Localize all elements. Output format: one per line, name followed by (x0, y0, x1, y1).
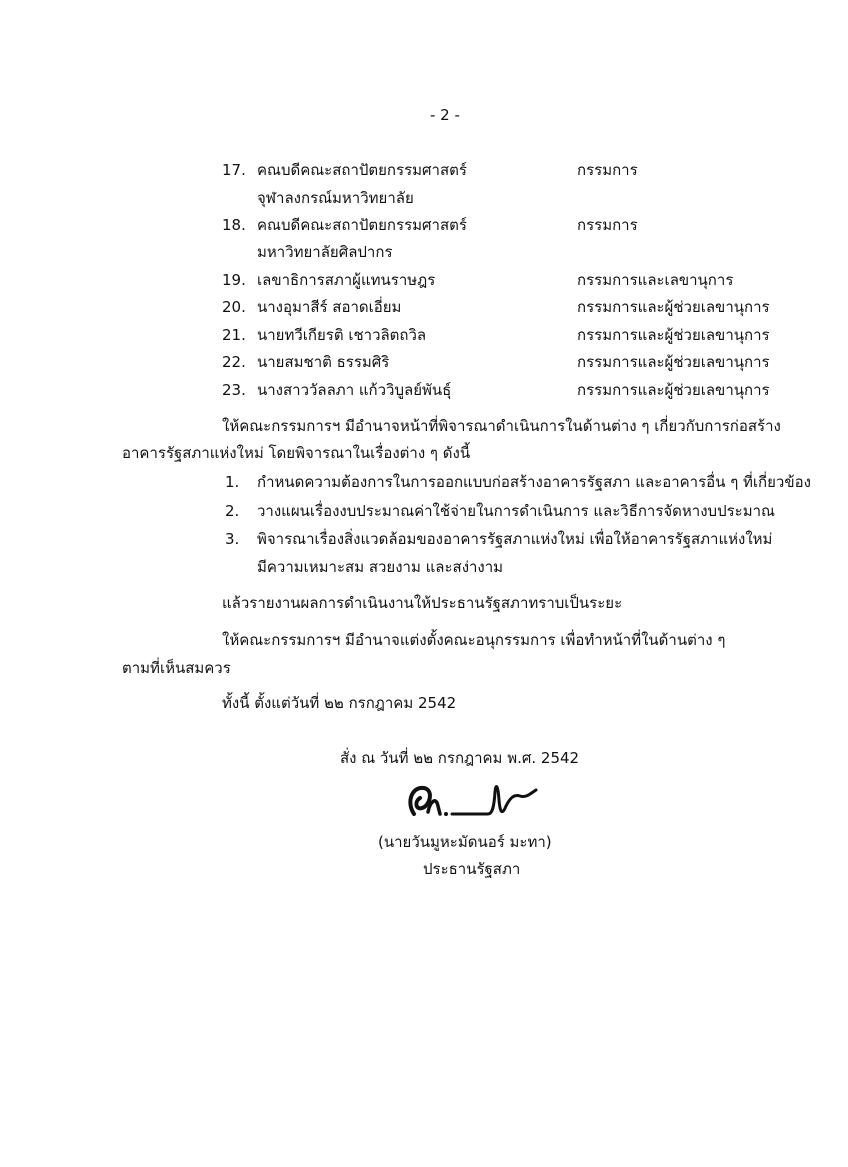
signer-title: ประธานรัฐสภา (423, 860, 521, 878)
member-number: 17. (222, 161, 246, 179)
member-number: 22. (222, 353, 246, 371)
report-paragraph: แล้วรายงานผลการดำเนินงานให้ประธานรัฐสภาทราบเป็นระยะ (222, 594, 623, 612)
member-number: 21. (222, 326, 246, 344)
member-role: กรรมการและผู้ช่วยเลขานุการ (577, 381, 770, 399)
member-role: กรรมการและผู้ช่วยเลขานุการ (577, 353, 770, 371)
duty-text: พิจารณาเรื่องสิ่งแวดล้อมของอาคารรัฐสภาแห่งใหม่ เพื่อให้อาคารรัฐสภาแห่งใหม่ (257, 530, 773, 548)
duty-number: 2. (225, 502, 240, 520)
order-date: สั่ง ณ วันที่ ๒๒ กรกฎาคม พ.ศ. 2542 (340, 749, 580, 767)
member-role: กรรมการ (577, 161, 638, 179)
signer-name: (นายวันมูหะมัดนอร์ มะทา) (378, 833, 552, 851)
member-number: 20. (222, 298, 246, 316)
subcommittee-paragraph: ให้คณะกรรมการฯ มีอำนาจแต่งตั้งคณะอนุกรรมการ เพื่อทำหน้าที่ในด้านต่าง ๆ (222, 631, 726, 649)
duty-text: วางแผนเรื่องงบประมาณค่าใช้จ่ายในการดำเนินการ และวิธีการจัดหางบประมาณ (257, 502, 775, 520)
member-name: นายสมชาติ ธรรมศิริ (257, 353, 390, 371)
member-name: นางอุมาสีร์ สอาดเอี่ยม (257, 298, 402, 316)
effective-date: ทั้งนี้ ตั้งแต่วันที่ ๒๒ กรกฎาคม 2542 (222, 694, 457, 712)
member-number: 23. (222, 381, 246, 399)
signature (400, 772, 545, 832)
member-name: นางสาววัลลภา แก้ววิบูลย์พันธุ์ (257, 381, 452, 399)
member-number: 19. (222, 271, 246, 289)
member-number: 18. (222, 216, 246, 234)
duties-intro: ให้คณะกรรมการฯ มีอำนาจหน้าที่พิจารณาดำเนินการในด้านต่าง ๆ เกี่ยวกับการก่อสร้าง (222, 417, 781, 435)
member-role: กรรมการและผู้ช่วยเลขานุการ (577, 298, 770, 316)
member-name: คณบดีคณะสถาปัตยกรรมศาสตร์ (257, 216, 467, 234)
member-name-line2: มหาวิทยาลัยศิลปากร (257, 243, 393, 261)
member-role: กรรมการ (577, 216, 638, 234)
duty-number: 1. (225, 473, 240, 491)
subcommittee-paragraph-continued: ตามที่เห็นสมควร (122, 659, 231, 677)
member-name: นายทวีเกียรติ เชาวลิตถวิล (257, 326, 427, 344)
duty-text: กำหนดความต้องการในการออกแบบก่อสร้างอาคารรัฐสภา และอาคารอื่น ๆ ที่เกี่ยวข้อง (257, 473, 811, 491)
member-role: กรรมการและเลขานุการ (577, 271, 734, 289)
member-name: เลขาธิการสภาผู้แทนราษฎร (257, 271, 436, 289)
member-role: กรรมการและผู้ช่วยเลขานุการ (577, 326, 770, 344)
page-number: - 2 - (430, 106, 460, 124)
member-name: คณบดีคณะสถาปัตยกรรมศาสตร์ (257, 161, 467, 179)
member-name-line2: จุฬาลงกรณ์มหาวิทยาลัย (257, 189, 414, 207)
duties-intro-continued: อาคารรัฐสภาแห่งใหม่ โดยพิจารณาในเรื่องต่าง ๆ ดังนี้ (122, 444, 471, 462)
duty-text-line2: มีความเหมาะสม สวยงาม และสง่างาม (257, 558, 504, 576)
duty-number: 3. (225, 530, 240, 548)
